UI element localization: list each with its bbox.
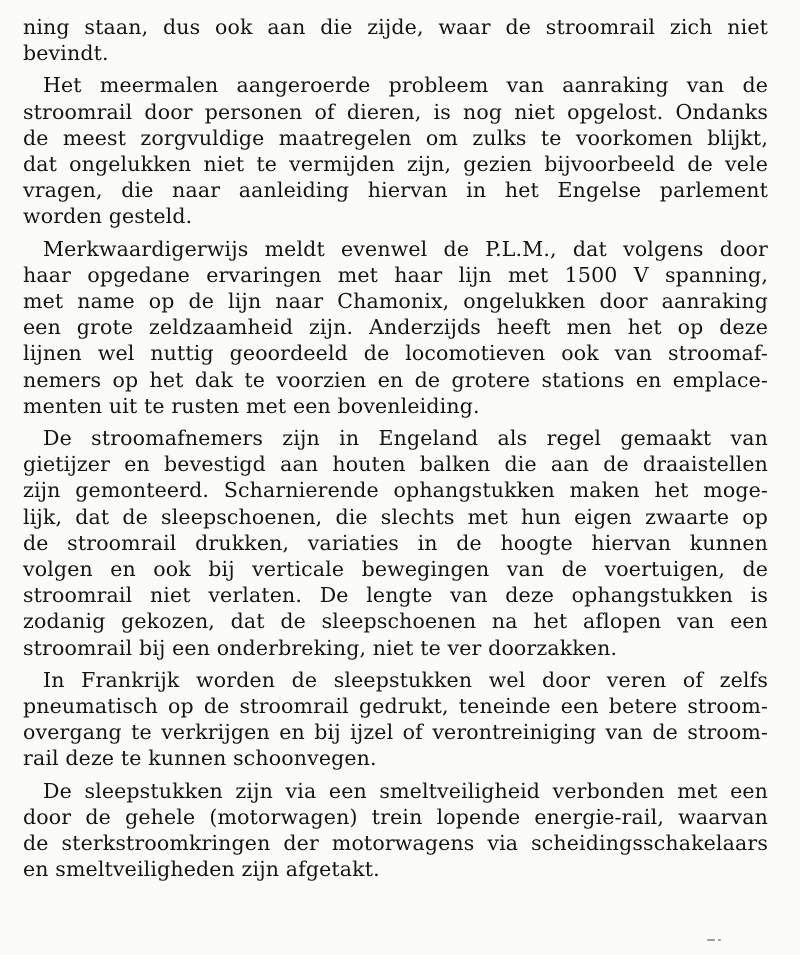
paragraph-3	[23, 236, 768, 419]
text-line: met name op de lijn naar Chamonix, ongelukken door aanraking	[23, 289, 768, 314]
paragraph-6	[23, 778, 768, 883]
text-line: stroomrail bij een onderbreking, niet te ver doorzakken.	[23, 635, 618, 660]
text-line: nemers op het dak te voorzien en de grotere stations en emplace-	[23, 367, 768, 392]
text-line: ning staan, dus ook aan die zijde, waar de stroomrail zich niet	[23, 15, 768, 39]
paragraph-5	[23, 667, 768, 772]
paragraph-1	[23, 14, 768, 66]
text-line: lijnen wel nuttig geoordeeld de locomotieven ook van stroomaf-	[23, 341, 768, 366]
text-line: worden gesteld.	[23, 204, 193, 229]
text-line: gietijzer en bevestigd aan houten balken die aan de draaistellen	[23, 452, 768, 477]
text-line: overgang te verkrijgen en bij ijzel of verontreiniging van de stroom-	[23, 720, 768, 745]
text-line: en smeltveiligheden zijn afgetakt.	[23, 857, 380, 882]
text-line: de meest zorgvuldige maatregelen om zulks te voorkomen blijkt,	[23, 125, 768, 150]
text-line: bevindt.	[23, 41, 109, 66]
text-line: de stroomrail drukken, variaties in de hoogte hiervan kunnen	[23, 530, 768, 555]
text-line: De stroomafnemers zijn in Engeland als regel gemaakt van	[43, 426, 768, 451]
paragraph-2	[23, 72, 768, 229]
text-line: lijk, dat de sleepschoenen, die slechts met hun eigen zwaarte op	[23, 504, 768, 529]
text-line: door de gehele (motorwagen) trein lopende energie-rail, waarvan	[23, 804, 768, 829]
text-line: rail deze te kunnen schoonvegen.	[23, 746, 377, 771]
text-line: dat ongelukken niet te vermijden zijn, gezien bijvoorbeeld de vele	[23, 152, 768, 177]
text-line: zodanig gekozen, dat de sleepschoenen na het aflopen van een	[23, 609, 768, 634]
text-line: zijn gemonteerd. Scharnierende ophangstukken maken het moge-	[23, 478, 768, 503]
text-line: menten uit te rusten met een bovenleiding.	[23, 393, 480, 418]
text-line: een grote zeldzaamheid zijn. Anderzijds heeft men het op deze	[23, 315, 768, 340]
text-line: Het meermalen aangeroerde probleem van aanraking van de	[43, 73, 768, 98]
text-line: volgen en ook bij verticale bewegingen van de voertuigen, de	[23, 557, 768, 582]
text-line: haar opgedane ervaringen met haar lijn met 1500 V spanning,	[23, 262, 768, 287]
text-line: De sleepstukken zijn via een smeltveiligheid verbonden met een	[43, 778, 768, 803]
text-line: de sterkstroomkringen der motorwagens via scheidingsschakelaars	[23, 831, 768, 856]
text-line: Merkwaardigerwijs meldt evenwel de P.L.M., dat volgens door	[43, 236, 768, 261]
scan-speck	[718, 939, 721, 941]
paragraph-4	[23, 425, 768, 661]
text-line: stroomrail niet verlaten. De lengte van deze ophangstukken is	[23, 583, 768, 608]
text-line: stroomrail door personen of dieren, is nog niet opgelost. Ondanks	[23, 99, 768, 124]
text-line: In Frankrijk worden de sleepstukken wel door veren of zelfs	[43, 667, 768, 692]
text-line: vragen, die naar aanleiding hiervan in het Engelse parlement	[23, 178, 768, 203]
body-text	[23, 14, 768, 889]
text-line: pneumatisch op de stroomrail gedrukt, teneinde een betere stroom-	[23, 694, 768, 719]
scan-speck	[707, 939, 715, 941]
